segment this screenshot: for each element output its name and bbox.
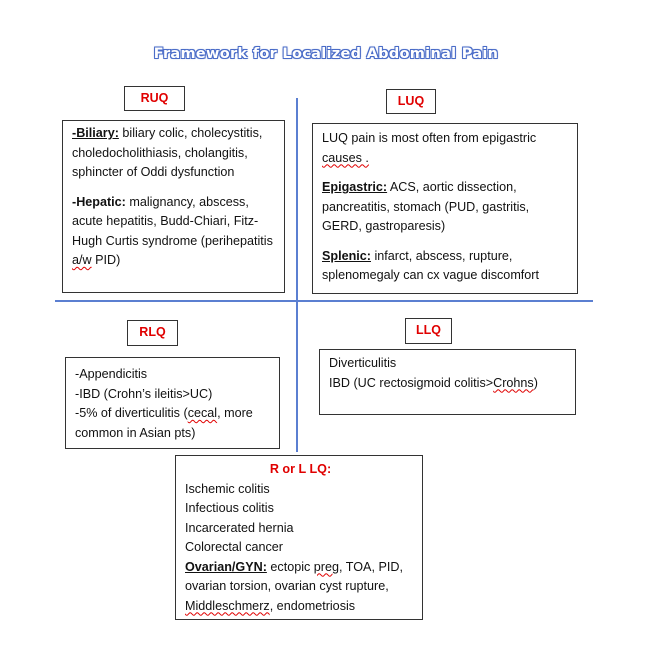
llq-label: LLQ bbox=[405, 318, 452, 344]
llq-item-ibd: IBD (UC rectosigmoid colitis>Crohns) bbox=[329, 375, 538, 390]
rlq-item-appendicitis: -Appendicitis bbox=[75, 367, 148, 381]
rl-item-infectious: Infectious colitis bbox=[185, 501, 274, 515]
horizontal-axis-line bbox=[55, 300, 593, 302]
llq-item-diverticulitis: Diverticulitis bbox=[329, 356, 397, 370]
rlq-item-diverticulitis: -5% of diverticulitis (cecal, more common in Asian pts) bbox=[75, 406, 253, 440]
ruq-hepatic: -Hepatic: malignancy, abscess, acute hepatitis, Budd-Chiari, Fitz-Hugh Curtis syndrome (perihepatitis a/w PID) bbox=[72, 194, 273, 267]
luq-box bbox=[312, 123, 578, 294]
rlq-box bbox=[65, 357, 280, 449]
rl-item-hernia: Incarcerated hernia bbox=[185, 520, 294, 535]
luq-label: LUQ bbox=[386, 89, 436, 114]
page-title: Framework for Localized Abdominal Pain bbox=[153, 46, 499, 62]
luq-splenic: Splenic: infarct, abscess, rupture, splenomegaly can cx vague discomfort bbox=[322, 248, 540, 282]
llq-box bbox=[319, 349, 576, 415]
rlq-item-ibd: -IBD (Crohn’s ileitis>UC) bbox=[75, 386, 213, 401]
vertical-axis-line bbox=[296, 98, 298, 452]
rlq-label: RLQ bbox=[127, 320, 178, 346]
rl-item-colorectal: Colorectal cancer bbox=[185, 540, 283, 554]
r-or-l-lq-label: R or L LQ: bbox=[269, 462, 332, 476]
rl-item-ischemic: Ischemic colitis bbox=[185, 481, 270, 496]
luq-intro: LUQ pain is most often from epigastric causes . bbox=[322, 131, 537, 165]
ruq-box bbox=[62, 120, 285, 293]
ruq-biliary: -Biliary: biliary colic, cholecystitis, choledocholithiasis, cholangitis, sphincter of Oddi dysfunction bbox=[72, 126, 263, 179]
rl-item-ovarian: Ovarian/GYN: ectopic preg, TOA, PID, ovarian torsion, ovarian cyst rupture, Middleschmerz, endometriosis bbox=[185, 559, 403, 613]
luq-epigastric: Epigastric: ACS, aortic dissection, pancreatitis, stomach (PUD, gastritis, GERD, gastroparesis) bbox=[322, 180, 530, 233]
r-or-l-lq-box bbox=[175, 455, 423, 620]
ruq-label: RUQ bbox=[124, 86, 185, 111]
